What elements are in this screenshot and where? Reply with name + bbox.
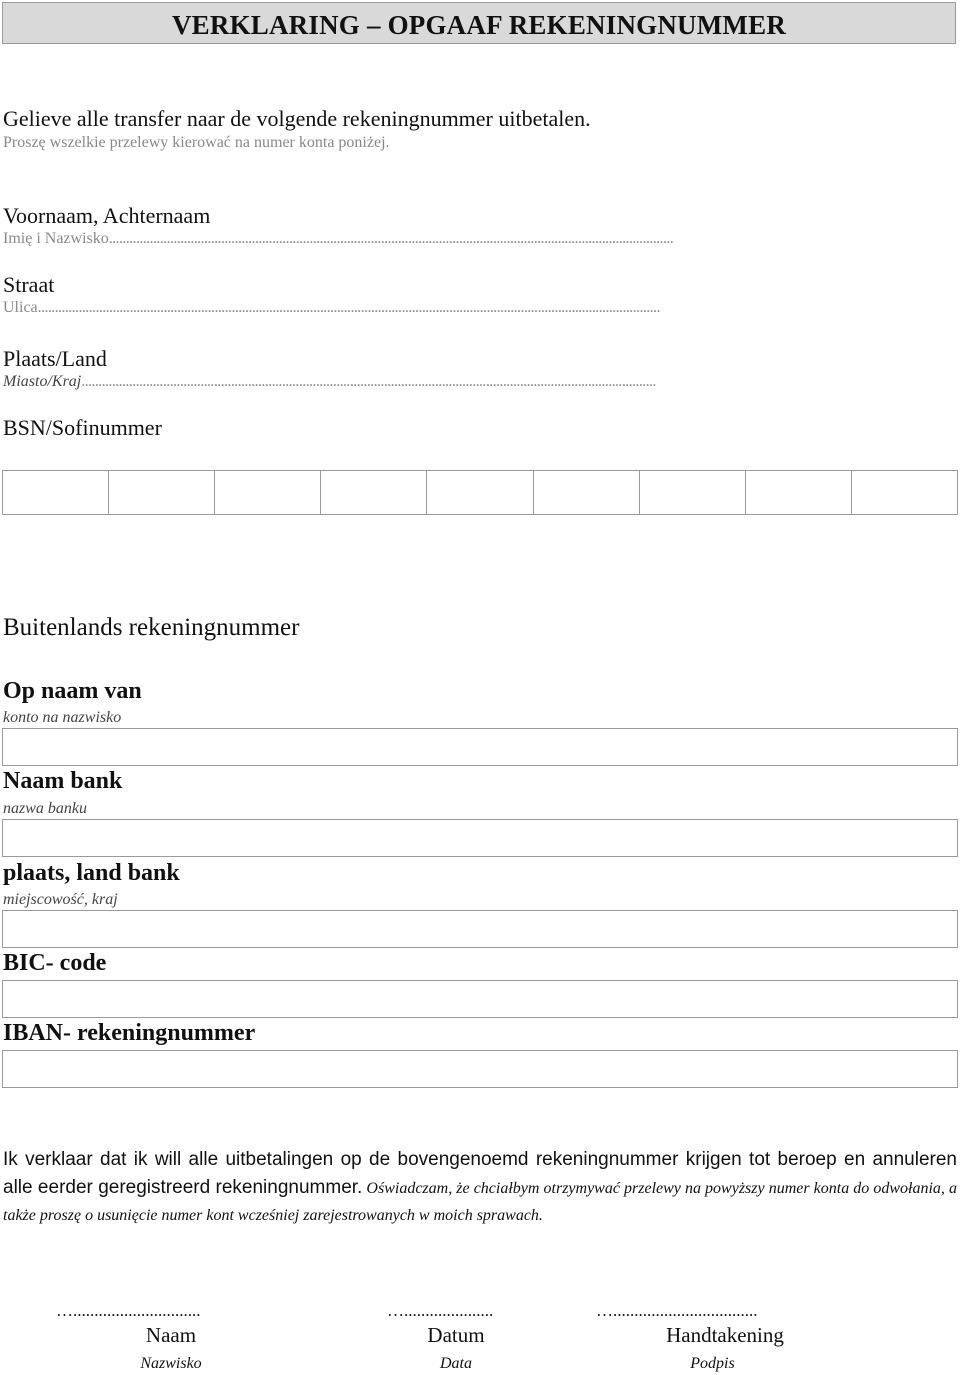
holder-label-nl: Op naam van: [3, 678, 142, 704]
street-dots: .......................................................................................................................................................................................: [37, 299, 660, 316]
bank-section-heading: Buitenlands rekeningnummer: [3, 614, 300, 641]
bic-label: BIC- code: [3, 950, 107, 976]
street-field[interactable]: [3, 299, 660, 317]
bankname-label-nl: Naam bank: [3, 768, 123, 794]
page-title: VERKLARING – OPGAAF REKENINGNUMMER: [171, 10, 787, 40]
city-label-nl: Plaats/Land: [3, 346, 107, 371]
iban-label: IBAN- rekeningnummer: [3, 1020, 256, 1046]
bankplace-label-nl: plaats, land bank: [3, 860, 180, 886]
bic-input[interactable]: [2, 980, 958, 1018]
sig-date-sub: Data: [440, 1355, 472, 1372]
city-dots: .........................................................................................................................................................................: [81, 373, 656, 390]
sig-name-label: Naam: [145, 1323, 197, 1347]
sig-date-label: Datum: [427, 1323, 485, 1347]
date-signature-line[interactable]: ….....................: [387, 1301, 494, 1320]
declaration-pl: Oświadczam, że chciałbym otrzymywać przelewy na powyższy numer konta do odwołania, a także proszę o usunięcie numer kont wcześniej zarejestrowanych w moich sprawach.: [3, 1180, 958, 1224]
bankname-label-pl: nazwa banku: [3, 800, 87, 817]
bsn-digit-cell[interactable]: [640, 471, 746, 514]
sig-sign-label: Handtakening: [666, 1323, 784, 1347]
declaration-nl: Ik verklaar dat ik will alle uitbetalingen op de bovengenoemd rekeningnummer krijgen tot beroep en annuleren alle eerder geregistreerd rekeningnummer.: [3, 1149, 957, 1198]
bsn-digit-cell[interactable]: [746, 471, 852, 514]
bsn-digit-cell[interactable]: [215, 471, 321, 514]
intro-nl: Gelieve alle transfer naar de volgende rekeningnummer uitbetalen.: [3, 106, 591, 131]
street-label-nl: Straat: [3, 272, 55, 297]
bankplace-label-pl: miejscowość, kraj: [3, 891, 118, 908]
bsn-digit-cell[interactable]: [109, 471, 215, 514]
bsn-digit-cell[interactable]: [3, 471, 109, 514]
name-label-pl: Imię i Nazwisko: [3, 230, 109, 247]
name-signature-line[interactable]: …..............................: [56, 1301, 201, 1320]
holder-input[interactable]: [2, 728, 958, 766]
title-banner: [2, 2, 956, 44]
bsn-label: BSN/Sofinummer: [3, 415, 162, 440]
iban-input[interactable]: [2, 1050, 958, 1088]
holder-label-pl: konto na nazwisko: [3, 709, 122, 726]
city-field[interactable]: [3, 373, 656, 391]
sig-sign-sub: Podpis: [690, 1355, 735, 1372]
bsn-digit-cell[interactable]: [427, 471, 533, 514]
sign-signature-line[interactable]: …..................................: [596, 1301, 758, 1320]
city-label-pl: Miasto/Kraj: [3, 373, 82, 390]
bsn-digit-cell[interactable]: [852, 471, 957, 514]
intro-pl: Proszę wszelkie przelewy kierować na numer konta poniżej.: [3, 134, 390, 151]
name-label-nl: Voornaam, Achternaam: [3, 203, 211, 228]
street-label-pl: Ulica: [3, 299, 38, 316]
name-field[interactable]: [3, 230, 673, 248]
name-dots: ......................................................................................................................................................................: [108, 230, 674, 247]
bsn-digit-cell[interactable]: [534, 471, 640, 514]
bankplace-input[interactable]: [2, 910, 958, 948]
bsn-input-grid: [2, 470, 958, 515]
sig-name-sub: Nazwisko: [140, 1355, 202, 1372]
bsn-digit-cell[interactable]: [321, 471, 427, 514]
declaration-text: [3, 1146, 957, 1229]
bankname-input[interactable]: [2, 819, 958, 857]
